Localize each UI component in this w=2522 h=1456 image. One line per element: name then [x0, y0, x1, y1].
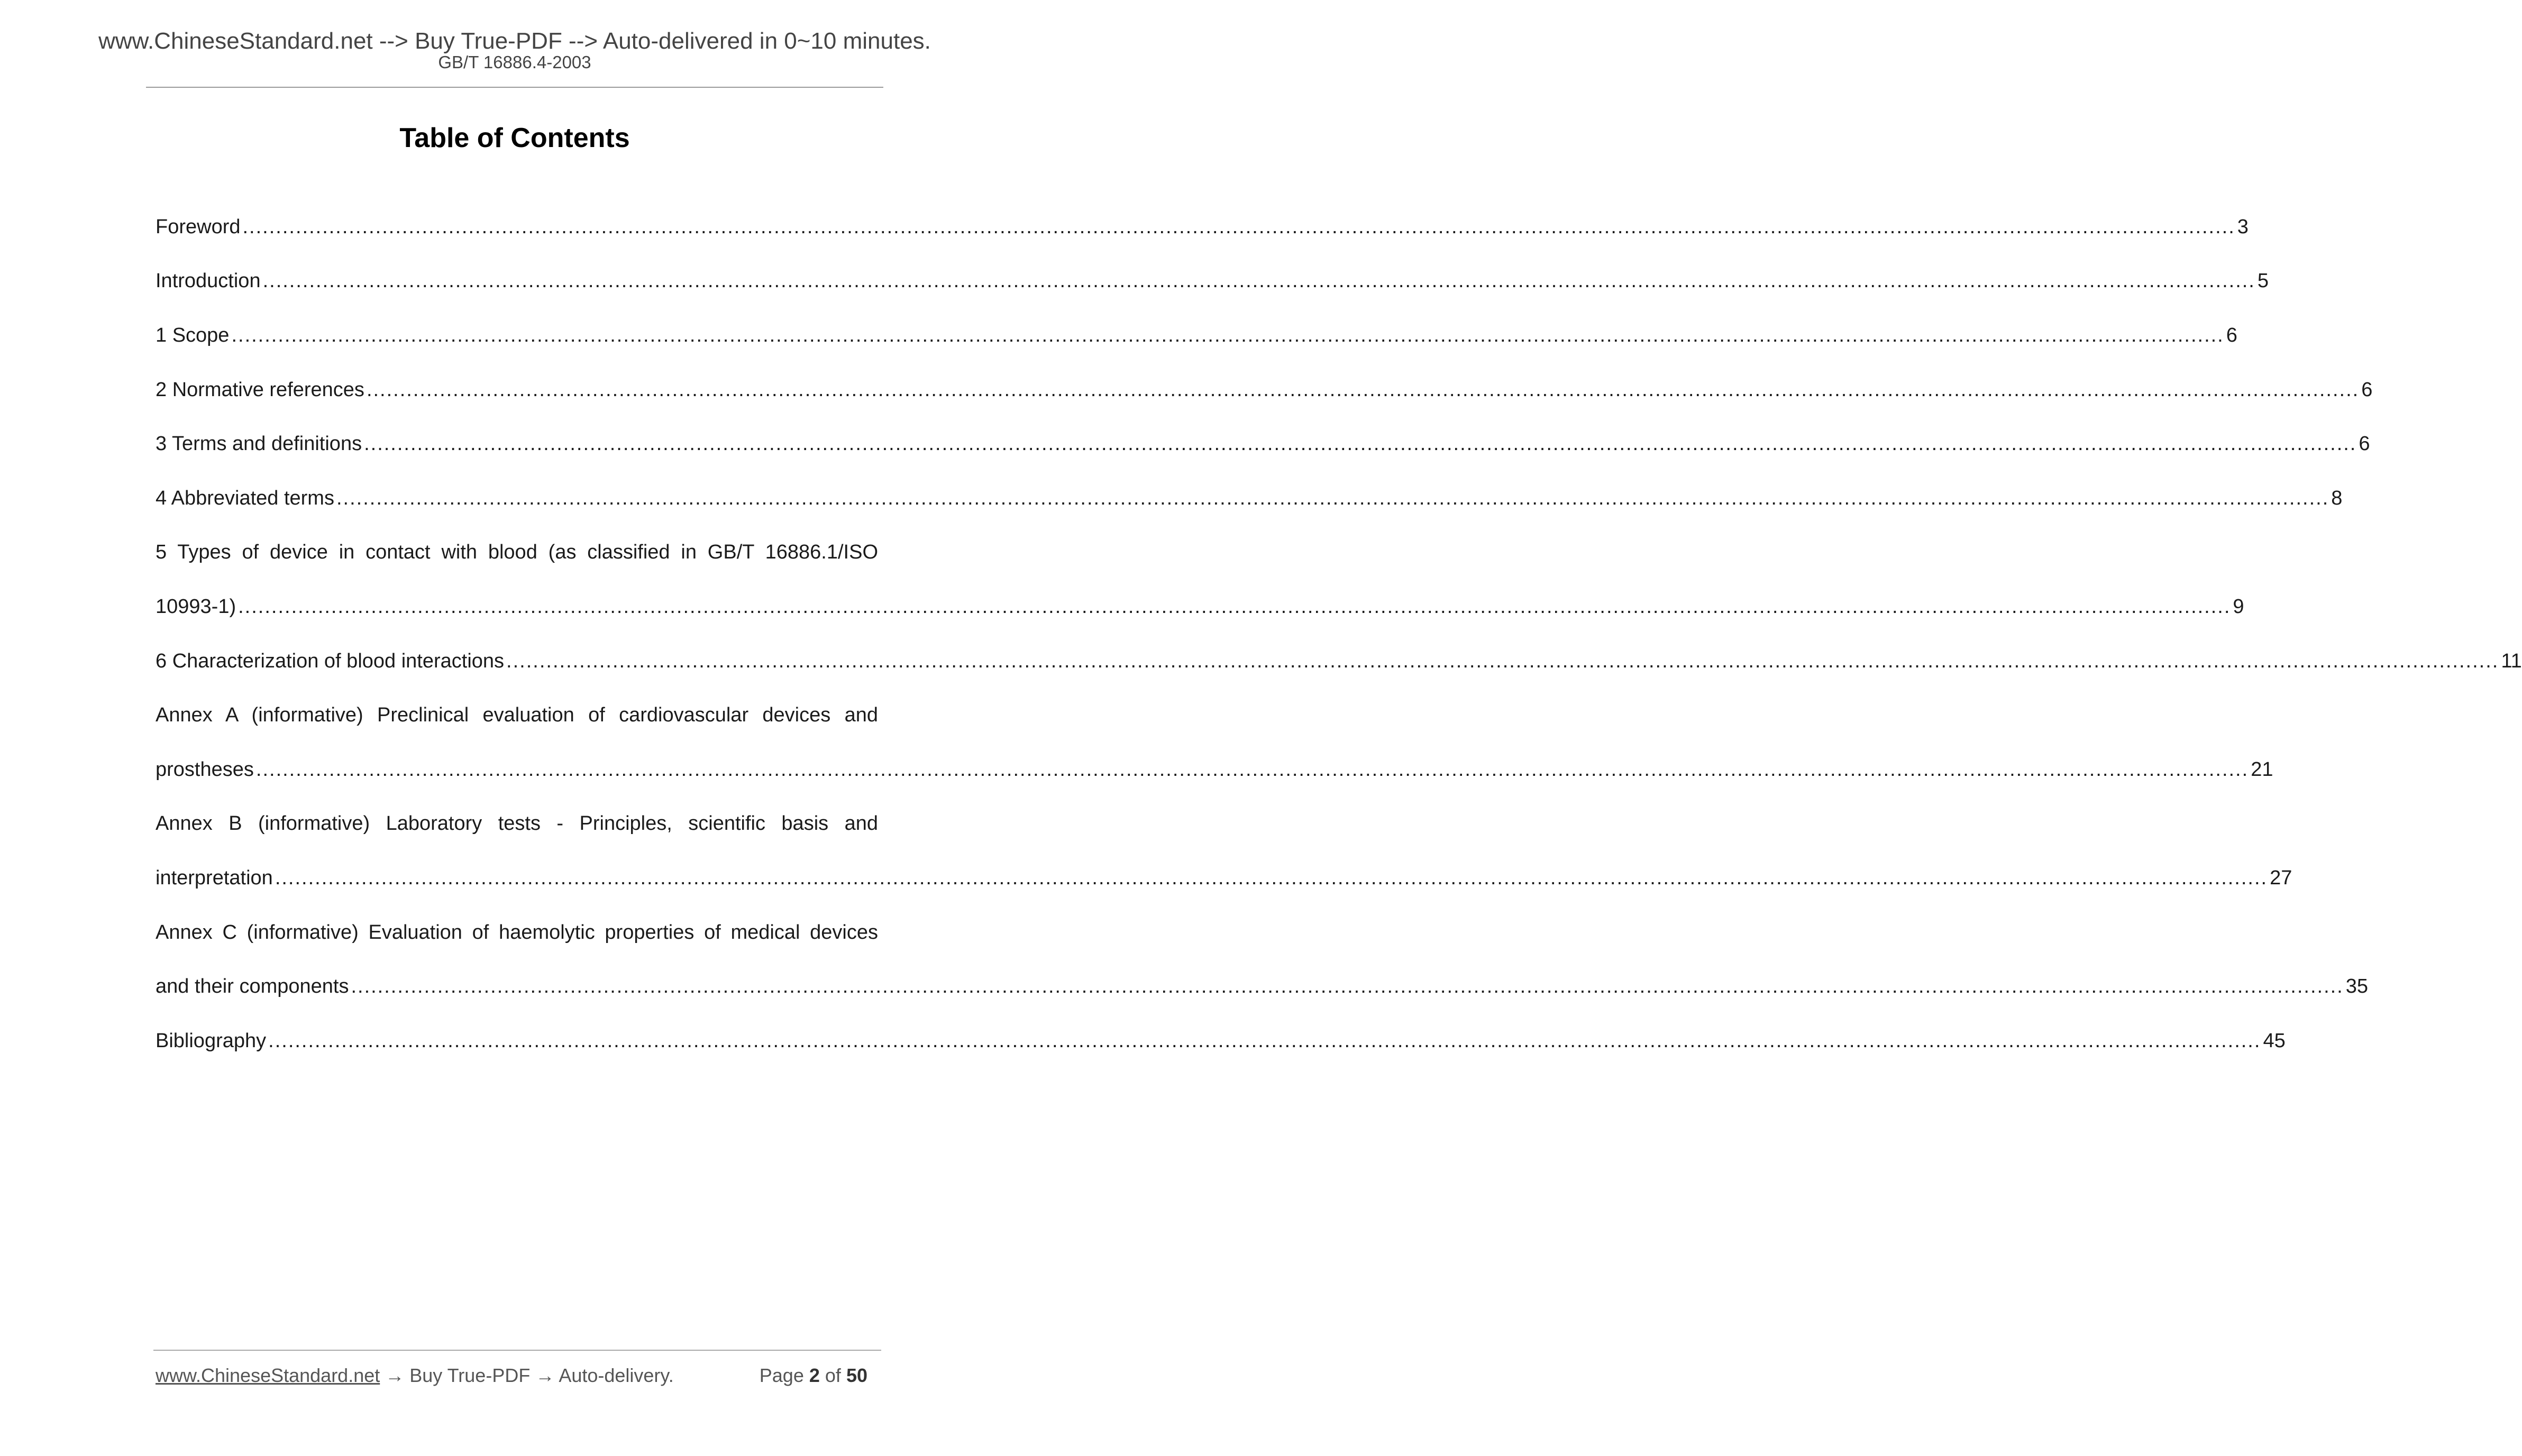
footer-tagline: → Buy True-PDF → Auto-delivery.: [380, 1365, 674, 1386]
toc-entry-device-types-line2[interactable]: [156, 580, 2244, 634]
toc-leader-dots: ............................................................................................................................................................................................................................................................................................................: [351, 975, 2344, 998]
toc-entry-normative-references[interactable]: [156, 363, 2373, 417]
toc-leader-dots: ............................................................................................................................................................................................................................................................................................................: [238, 595, 2231, 618]
toc-entry-annex-b-line1[interactable]: [156, 797, 878, 851]
toc-entry-text: interpretation: [156, 866, 273, 889]
page-label: Page: [759, 1365, 804, 1386]
toc-entry-text: 1 Scope: [156, 324, 230, 346]
toc-entry-annex-a-line1[interactable]: [156, 688, 878, 743]
toc-entry-page: 9: [2233, 595, 2244, 618]
toc-entry-text: Annex C (informative) Evaluation of haemolytic properties of medical devices: [156, 921, 878, 944]
toc-entry-page: 6: [2361, 378, 2373, 401]
toc-leader-dots: ............................................................................................................................................................................................................................................................................................................: [231, 324, 2224, 346]
toc-entry-annex-a-line2[interactable]: [156, 743, 2273, 797]
page-current: 2: [809, 1365, 820, 1386]
toc-entry-text: 10993-1): [156, 595, 236, 618]
toc-leader-dots: ............................................................................................................................................................................................................................................................................................................: [364, 433, 2357, 455]
toc-title: Table of Contents: [399, 123, 630, 153]
page-of-label: of: [825, 1365, 841, 1386]
header-divider: [146, 87, 883, 88]
toc-entry-annex-c-line2[interactable]: [156, 959, 2369, 1014]
toc-entry-text: prostheses: [156, 758, 254, 781]
toc-entry-text: 4 Abbreviated terms: [156, 487, 334, 509]
toc-entry-page: 35: [2345, 975, 2369, 998]
toc-leader-dots: ............................................................................................................................................................................................................................................................................................................: [366, 378, 2360, 401]
toc-entry-page: 11: [2501, 649, 2522, 672]
toc-entry-page: 21: [2251, 758, 2273, 781]
footer-site-link[interactable]: www.ChineseStandard.net: [156, 1365, 380, 1386]
toc-entry-text: Foreword: [156, 215, 241, 238]
toc-entry-scope[interactable]: [156, 308, 2237, 363]
document-code: GB/T 16886.4-2003: [438, 52, 591, 72]
toc-entry-annex-b-line2[interactable]: [156, 851, 2292, 905]
toc-entry-text: 5 Types of device in contact with blood (as classified in GB/T 16886.1/ISO: [156, 541, 878, 564]
toc-leader-dots: ............................................................................................................................................................................................................................................................................................................: [242, 215, 2235, 238]
toc-entry-text: Bibliography: [156, 1029, 267, 1052]
toc-entry-page: 6: [2359, 433, 2370, 455]
toc-entry-introduction[interactable]: [156, 254, 2269, 309]
toc-entry-foreword[interactable]: [156, 200, 2249, 254]
toc-entry-page: 6: [2226, 324, 2237, 346]
toc-entry-page: 27: [2270, 866, 2292, 889]
toc-leader-dots: ............................................................................................................................................................................................................................................................................................................: [262, 270, 2255, 292]
toc-entry-characterization[interactable]: [156, 634, 2522, 689]
toc-entry-bibliography[interactable]: [156, 1014, 2286, 1068]
site-banner: www.ChineseStandard.net --> Buy True-PDF --> Auto-delivered in 0~10 minutes.: [98, 28, 931, 54]
footer-divider: [153, 1350, 881, 1351]
toc-entry-terms-and-definitions[interactable]: [156, 417, 2370, 471]
page-footer: [156, 1363, 867, 1388]
toc-entry-page: 5: [2257, 270, 2269, 292]
toc-entry-page: 45: [2263, 1029, 2286, 1052]
toc-entry-text: 6 Characterization of blood interactions: [156, 649, 505, 672]
toc-entry-text: and their components: [156, 975, 349, 998]
table-of-contents: [156, 200, 2522, 1068]
toc-entry-text: Introduction: [156, 270, 261, 292]
toc-leader-dots: ............................................................................................................................................................................................................................................................................................................: [268, 1029, 2261, 1052]
toc-entry-text: 2 Normative references: [156, 378, 364, 401]
toc-entry-text: Annex B (informative) Laboratory tests - Principles, scientific basis and: [156, 812, 878, 835]
toc-entry-page: 3: [2237, 215, 2249, 238]
toc-leader-dots: ............................................................................................................................................................................................................................................................................................................: [506, 649, 2499, 672]
toc-entry-annex-c-line1[interactable]: [156, 905, 878, 960]
toc-entry-text: Annex A (informative) Preclinical evaluation of cardiovascular devices and: [156, 704, 878, 727]
toc-entry-device-types-line1[interactable]: [156, 526, 878, 580]
toc-leader-dots: ............................................................................................................................................................................................................................................................................................................: [275, 866, 2268, 889]
toc-entry-text: 3 Terms and definitions: [156, 433, 362, 455]
toc-entry-abbreviated-terms[interactable]: [156, 471, 2343, 526]
toc-entry-page: 8: [2331, 487, 2343, 509]
toc-leader-dots: ............................................................................................................................................................................................................................................................................................................: [336, 487, 2329, 509]
page-indicator: [760, 1363, 867, 1388]
toc-leader-dots: ............................................................................................................................................................................................................................................................................................................: [255, 758, 2249, 781]
page-total: 50: [846, 1365, 867, 1386]
